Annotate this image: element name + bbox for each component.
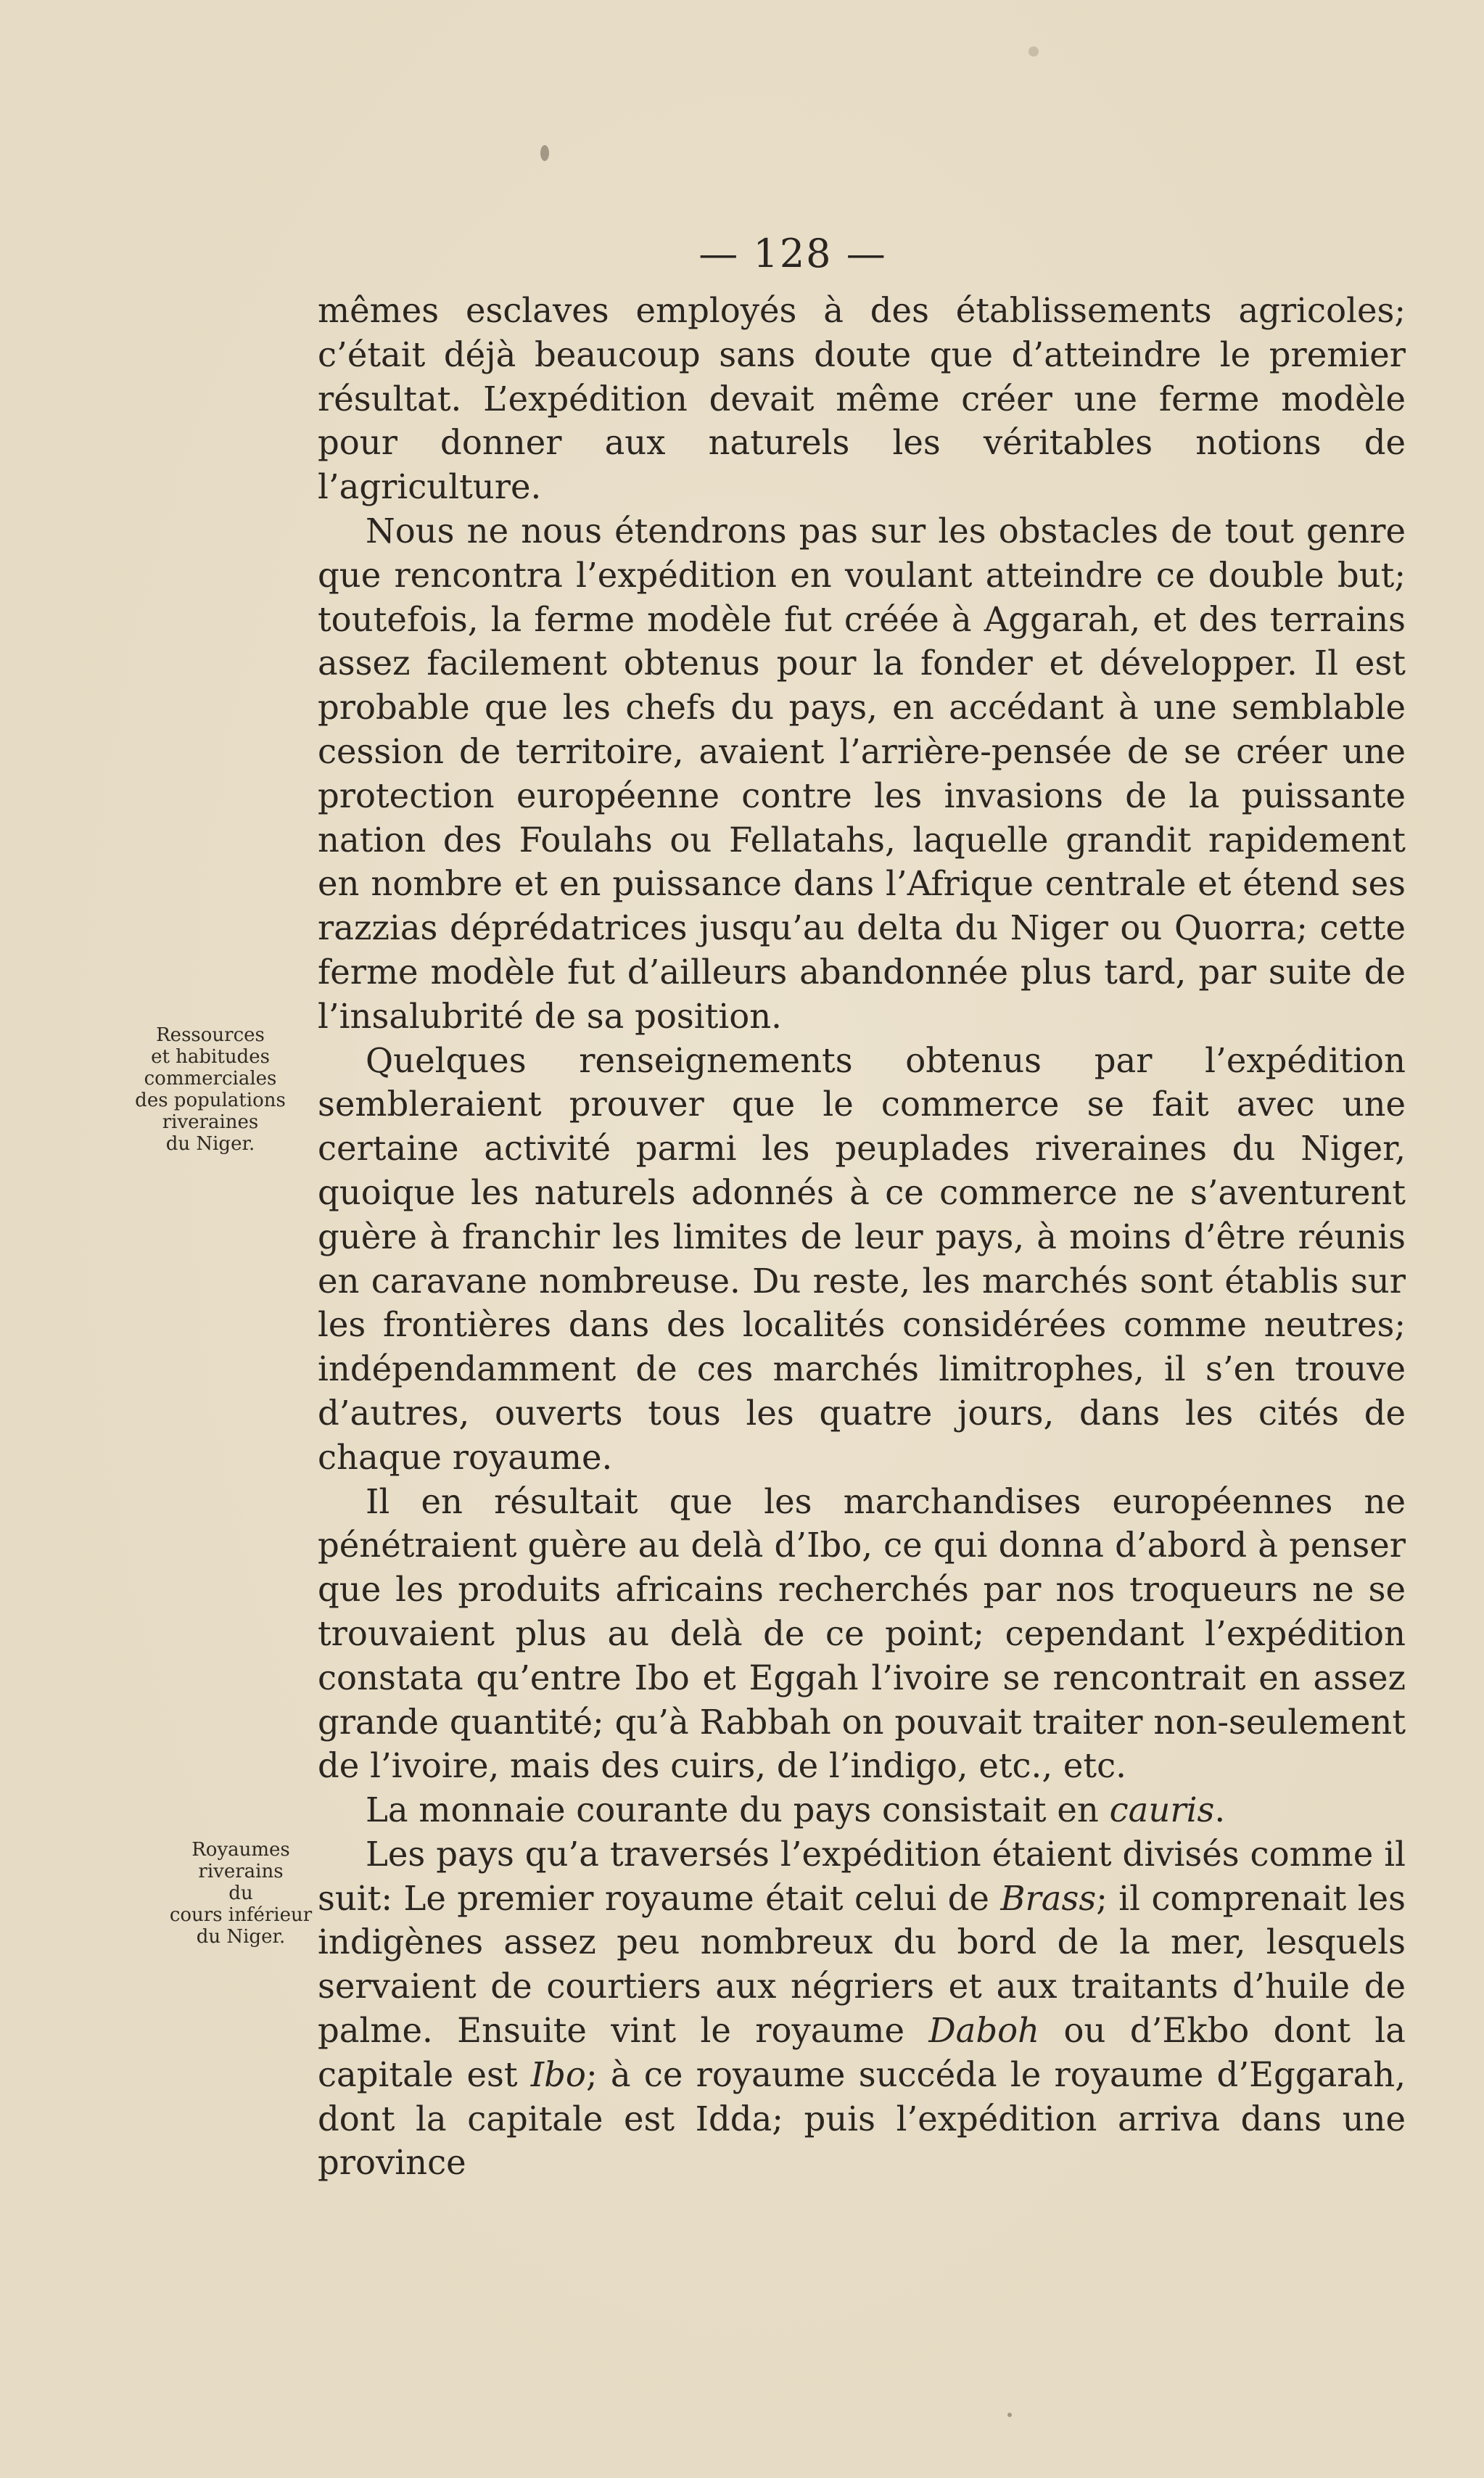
- margin-note-line: et habitudes: [151, 1046, 270, 1068]
- margin-note-line: commerciales: [144, 1068, 277, 1090]
- paragraph-p3: [318, 1039, 1406, 1480]
- text-run: ; il comprenait les indigènes assez peu nombreux du bord de la mer, lesquels servaient de courtiers aux négriers et aux traitants d’huile de palme. Ensuite vint le royaume: [318, 1878, 1406, 2051]
- margin-note-line: riverains: [198, 1861, 284, 1882]
- text-run: Quelques renseignements obtenus par l’expédition sembleraient prouver que le commerce se fait avec une certaine activité parmi les peuplades riveraines du Niger, quoique les naturels adonnés à ce commerce ne s’aventurent guère à franchir les limites de leur pays, à moins d’être réunis en caravane nombreuse. Du reste, les marchés sont établis sur les frontières dans des localités considérées comme neutres; indépendamment de ces marchés limitrophes, il s’en trouve d’autres, ouverts tous les quatre jours, dans les cités de chaque royaume.: [318, 1040, 1406, 1477]
- italic-term: Daboh: [928, 2011, 1040, 2051]
- paragraph-p2: [318, 509, 1406, 1039]
- text-run: Il en résultait que les marchandises européennes ne pénétraient guère au delà d’Ibo, ce qui donna d’abord à penser que les produits africains recherchés par nos troqueurs ne se trouvaient plus au delà de ce point; cependant l’expédition constata qu’entre Ibo et Eggah l’ivoire se rencontrait en assez grande quantité; qu’à Rabbah on pouvait traiter non-seulement de l’ivoire, mais des cuirs, de l’indigo, etc., etc.: [318, 1481, 1406, 1786]
- paragraph-p5: [318, 1788, 1406, 1832]
- margin-note-line: cours inférieur: [169, 1904, 313, 1926]
- margin-note-line: riveraines: [162, 1111, 259, 1133]
- text-run: Nous ne nous étendrons pas sur les obstacles de tout genre que rencontra l’expédition en voulant atteindre ce double but; toutefois, la ferme modèle fut créée à Aggarah, et des terrains assez facilement obtenus pour la fonder et développer. Il est probable que les chefs du pays, en accédant à une semblable cession de territoire, avaient l’arrière-pensée de se créer une protection européenne contre les invasions de la puissante nation des Foulahs ou Fellatahs, laquelle grandit rapidement en nombre et en puissance dans l’Afrique centrale et étend ses razzias déprédatrices jusqu’au delta du Niger ou Quorra; cette ferme modèle fut d’ailleurs abandonnée plus tard, par suite de l’insalubrité de sa position.: [318, 511, 1406, 1036]
- margin-note-line: Royaumes: [191, 1839, 290, 1861]
- italic-term: cauris: [1109, 1790, 1215, 1830]
- paragraph-p4: [318, 1480, 1406, 1789]
- margin-note-line: du Niger.: [196, 1926, 286, 1948]
- text-run: Les pays qu’a traversés l’expédition étaient divisés comme il suit: Le premier royaume était celui de: [318, 1834, 1406, 1918]
- ink-speck: [1029, 46, 1039, 57]
- main-text: [318, 289, 1406, 2185]
- italic-term: Brass: [1000, 1878, 1097, 1918]
- text-run: ou d’Ekbo dont la capitale est: [318, 2011, 1406, 2094]
- margin-note-line: du Niger.: [165, 1133, 255, 1155]
- margin-note-royaumes: [154, 1839, 328, 1948]
- margin-note-line: des populations: [135, 1090, 286, 1111]
- ink-speck: [1007, 2413, 1012, 2417]
- text-run: mêmes esclaves employés à des établissements agricoles; c’était déjà beaucoup sans doute que d’atteindre le premier résultat. L’expédition devait même créer une ferme modèle pour donner aux naturels les véritables notions de l’agriculture.: [318, 291, 1406, 507]
- ink-speck: [540, 145, 549, 161]
- text-run: ; à ce royaume succéda le royaume d’Eggarah, dont la capitale est Idda; puis l’expédition arriva dans une province: [318, 2054, 1406, 2183]
- margin-note-line: du: [228, 1882, 253, 1904]
- margin-note-ressources: [123, 1024, 297, 1155]
- page-header: [0, 231, 1484, 276]
- margin-note-line: Ressources: [156, 1024, 265, 1046]
- italic-term: Ibo: [530, 2054, 586, 2094]
- paragraph-p1: [318, 289, 1406, 509]
- page-number: — 128 —: [698, 231, 887, 276]
- text-run: .: [1214, 1790, 1226, 1830]
- paragraph-p6: [318, 1832, 1406, 2185]
- text-run: La monnaie courante du pays consistait en: [366, 1790, 1110, 1830]
